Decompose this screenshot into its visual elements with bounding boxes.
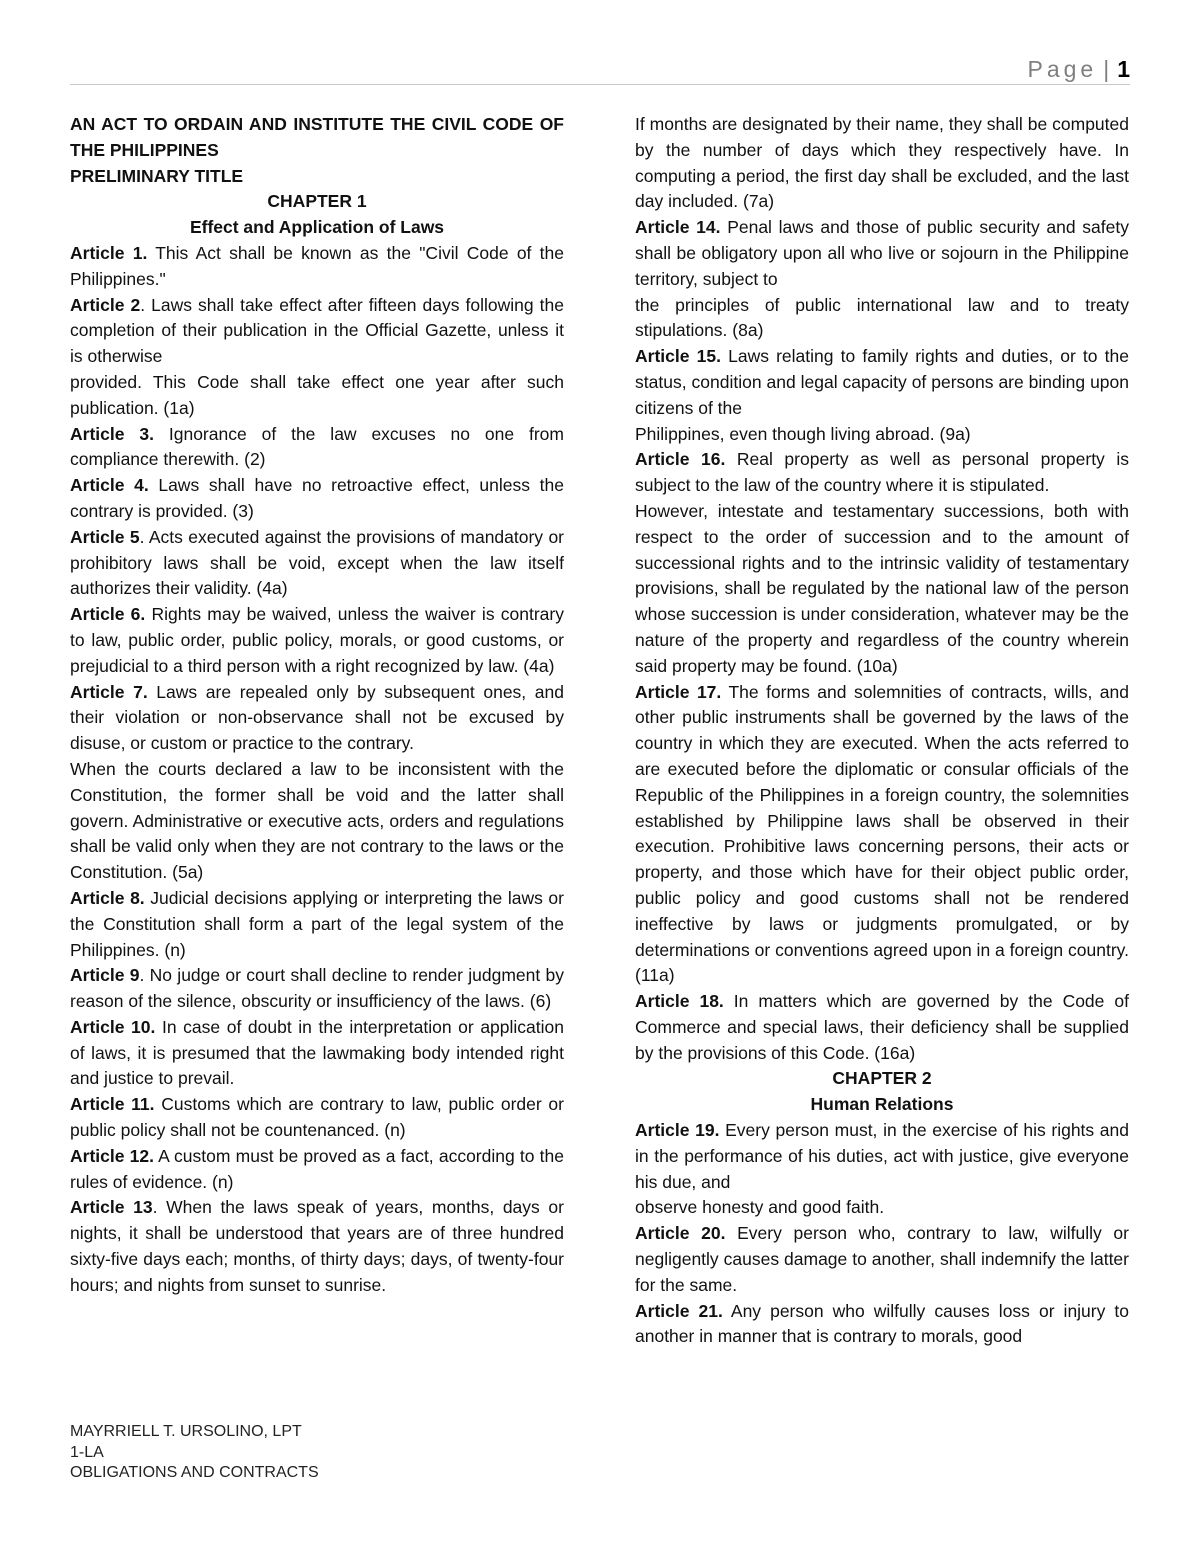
article-label: Article 13: [70, 1197, 153, 1218]
article-label: Article 20.: [635, 1223, 726, 1244]
article-paragraph: [635, 1195, 1129, 1221]
article-label: Article 6.: [70, 604, 146, 625]
footer-subject: OBLIGATIONS AND CONTRACTS: [70, 1464, 319, 1481]
article-paragraph: [70, 963, 564, 1015]
preliminary-title: PRELIMINARY TITLE: [70, 165, 244, 186]
article-label: Article 3.: [70, 423, 154, 444]
article-paragraph: [70, 602, 564, 679]
article-text: The forms and solemnities of contracts, wills, and other public instruments shall be governed by the laws of the country in which they are executed. When the acts referred to are executed before the diplomatic or consular officials of the Republic of the Philippines in a foreign country, the solemnities established by Philippine laws shall be observed in their execution. Prohibitive laws concerning persons, their acts or property, and those which have for their object public order, public policy and good customs shall not be rendered ineffective by laws or judgments promulgated, or by determinations or conventions agreed upon in a foreign country. (11a): [635, 681, 1129, 986]
article-paragraph: [70, 1144, 564, 1196]
article-paragraph: [635, 1299, 1129, 1351]
article-text: However, intestate and testamentary successions, both with respect to the order of succession and to the amount of successional rights and to the intrinsic validity of testamentary provisions, shall be regulated by the national law of the person whose succession is under consideration, whatever may be the nature of the property and regardless of the country wherein said property may be found. (10a): [635, 500, 1129, 676]
right-article-list-b: [635, 1118, 1129, 1350]
chapter-heading-2: CHAPTER 2: [832, 1068, 932, 1089]
article-text: . Acts executed against the provisions of mandatory or prohibitory laws shall be void, except when the law itself authorizes their validity. (4a): [70, 526, 565, 599]
article-text: Every person who, contrary to law, wilfully or negligently causes damage to another, shall indemnify the latter for the same.: [635, 1223, 1129, 1295]
document-title: AN ACT TO ORDAIN AND INSTITUTE THE CIVIL CODE OF THE PHILIPPINES: [70, 114, 564, 160]
article-label: Article 9: [70, 965, 140, 986]
article-label: Article 19.: [635, 1120, 720, 1141]
article-label: Article 21.: [635, 1300, 723, 1321]
article-paragraph: [635, 1221, 1129, 1298]
article-paragraph: [635, 112, 1129, 215]
article-label: Article 7.: [70, 681, 148, 702]
chapter-title: Effect and Application of Laws: [189, 217, 445, 238]
article-text: In matters which are governed by the Code of Commerce and special laws, their deficiency shall be supplied by the provisions of this Code. (16a): [635, 991, 1129, 1063]
article-paragraph: [70, 1195, 564, 1298]
article-label: Article 12.: [70, 1145, 154, 1166]
article-paragraph: [70, 473, 564, 525]
article-text: Laws are repealed only by subsequent ones, and their violation or non-observance shall not be excused by disuse, or custom or practice to the contrary.: [70, 681, 564, 754]
left-column: [70, 112, 564, 1299]
article-text: the principles of public international law and to treaty stipulations. (8a): [635, 294, 1129, 341]
article-text: Ignorance of the law excuses no one from compliance therewith. (2): [70, 423, 564, 470]
footer-section: 1-LA: [70, 1443, 104, 1461]
footer-author: MAYRRIELL T. URSOLINO, LPT: [70, 1423, 302, 1440]
article-paragraph: [70, 525, 564, 602]
article-text: . Laws shall take effect after fifteen days following the completion of their publication in the Official Gazette, unless it is otherwise: [70, 294, 564, 367]
article-text: This Act shall be known as the "Civil Code of the Philippines.": [70, 242, 564, 289]
article-paragraph: [635, 447, 1129, 499]
right-article-list-a: [635, 112, 1129, 1066]
article-label: Article 1.: [70, 242, 148, 263]
article-paragraph: [635, 989, 1129, 1066]
page-number-value: 1: [1117, 56, 1130, 82]
article-paragraph: [635, 293, 1129, 345]
article-paragraph: [70, 757, 564, 886]
article-label: Article 5: [70, 526, 140, 547]
article-text: When the courts declared a law to be inconsistent with the Constitution, the former shall be void and the latter shall govern. Administrative or executive acts, orders and regulations shall be valid only when they are not contrary to the laws or the Constitution. (5a): [70, 758, 564, 883]
article-paragraph: [70, 422, 564, 474]
article-paragraph: [635, 680, 1129, 990]
article-text: Any person who wilfully causes loss or injury to another in manner that is contrary to morals, good: [635, 1300, 1129, 1347]
article-label: Article 4.: [70, 475, 149, 496]
article-text: If months are designated by their name, they shall be computed by the number of days which they respectively have. In computing a period, the first day shall be excluded, and the last day included. (7a): [635, 114, 1129, 212]
article-paragraph: [635, 1118, 1129, 1195]
article-paragraph: [635, 215, 1129, 292]
chapter-heading: CHAPTER 1: [267, 191, 367, 212]
article-text: Laws relating to family rights and duties, or to the status, condition and legal capacity of persons are binding upon citizens of the: [635, 346, 1130, 418]
article-paragraph: [635, 499, 1129, 680]
article-text: Rights may be waived, unless the waiver is contrary to law, public order, public policy, morals, or good customs, or prejudicial to a third person with a right recognized by law. (4a): [70, 604, 564, 676]
article-text: Judicial decisions applying or interpreting the laws or the Constitution shall form a part of the legal system of the Philippines. (n): [70, 887, 564, 960]
article-text: . No judge or court shall decline to render judgment by reason of the silence, obscurity or insufficiency of the laws. (6): [70, 965, 565, 1012]
article-text: . When the laws speak of years, months, days or nights, it shall be understood that years are of three hundred sixty-five days each; months, of thirty days; days, of twenty-four hours; and nights from sunset to sunrise.: [70, 1197, 564, 1295]
article-label: Article 18.: [635, 991, 724, 1012]
article-paragraph: [70, 886, 564, 963]
article-text: observe honesty and good faith.: [635, 1197, 885, 1218]
article-paragraph: [70, 241, 564, 293]
article-text: Laws shall have no retroactive effect, unless the contrary is provided. (3): [70, 475, 564, 521]
page-number: [1028, 56, 1131, 83]
article-text: Customs which are contrary to law, public order or public policy shall not be countenanced. (n): [70, 1094, 564, 1141]
article-label: Article 15.: [635, 346, 721, 367]
article-label: Article 10.: [70, 1016, 156, 1037]
article-label: Article 14.: [635, 217, 721, 238]
page-footer: [70, 1422, 319, 1484]
article-text: A custom must be proved as a fact, according to the rules of evidence. (n): [70, 1145, 564, 1192]
left-article-list: [70, 241, 564, 1299]
article-paragraph: [70, 370, 564, 422]
article-label: Article 2: [70, 294, 141, 315]
article-text: Every person must, in the exercise of his rights and in the performance of his duties, act with justice, give everyone his due, and: [635, 1120, 1130, 1192]
article-text: Real property as well as personal property is subject to the law of the country where it is stipulated.: [635, 449, 1129, 496]
article-paragraph: [70, 1015, 564, 1092]
page-header: [70, 52, 1130, 85]
right-column: [635, 112, 1129, 1350]
article-text: Penal laws and those of public security and safety shall be obligatory upon all who live or sojourn in the Philippine territory, subject to: [635, 217, 1129, 289]
article-text: Philippines, even though living abroad. (9a): [635, 423, 971, 444]
article-text: In case of doubt in the interpretation or application of laws, it is presumed that the lawmaking body intended right and justice to prevail.: [70, 1016, 564, 1089]
article-label: Article 8.: [70, 887, 145, 908]
article-paragraph: [70, 293, 564, 370]
article-paragraph: [70, 680, 564, 757]
article-label: Article 11.: [70, 1094, 155, 1115]
article-paragraph: [635, 422, 1129, 448]
article-label: Article 17.: [635, 681, 722, 702]
article-paragraph: [635, 344, 1129, 421]
page-word: Page: [1027, 56, 1098, 82]
article-label: Article 16.: [635, 449, 726, 470]
chapter-title-2: Human Relations: [810, 1094, 954, 1115]
article-paragraph: [70, 1092, 564, 1144]
article-text: provided. This Code shall take effect one year after such publication. (1a): [70, 371, 564, 418]
page-separator: |: [1103, 56, 1114, 82]
